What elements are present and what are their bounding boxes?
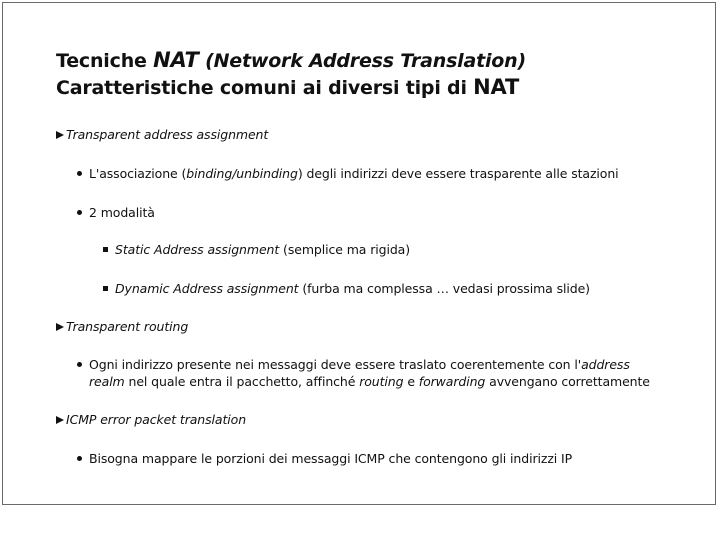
round-bullet-icon [77,171,82,176]
bullet-address-translation-line-2: realm nel quale entra il pacchetto, affinché routing e forwarding avvengano correttamente [89,374,650,389]
title-line-1: Tecniche NAT (Network Address Translation) [56,48,526,72]
round-bullet-icon [77,210,82,215]
section-heading-icmp-translation: ICMP error packet translation [56,412,246,428]
slide-title [56,47,526,101]
triangle-bullet-icon [56,323,64,331]
round-bullet-icon [77,456,82,461]
title-line-2: Caratteristiche comuni ai diversi tipi di NAT [56,75,520,99]
triangle-bullet-icon [56,131,64,139]
sub-bullet-dynamic-assignment: Dynamic Address assignment (furba ma complessa … vedasi prossima slide) [103,281,590,297]
round-bullet-icon [77,362,82,367]
triangle-bullet-icon [56,416,64,424]
bullet-icmp-mapping: Bisogna mappare le porzioni dei messaggi ICMP che contengono gli indirizzi IP [77,451,572,467]
section-heading-transparent-routing: Transparent routing [56,319,188,335]
title-nat-acronym: NAT [153,48,199,72]
bullet-address-translation-line-1: Ogni indirizzo presente nei messaggi deve essere traslato coerentemente con l'address [77,357,630,373]
title-nat-acronym-2: NAT [473,75,520,99]
slide-frame [2,2,716,505]
square-bullet-icon [103,247,108,252]
square-bullet-icon [103,286,108,291]
bullet-two-modes: 2 modalità [77,205,155,221]
bullet-binding-transparency: L'associazione (binding/unbinding) degli indirizzi deve essere trasparente alle stazioni [77,166,619,182]
section-heading-address-assignment: Transparent address assignment [56,127,268,143]
sub-bullet-static-assignment: Static Address assignment (semplice ma rigida) [103,242,410,258]
title-nat-expansion: (Network Address Translation) [198,50,526,72]
